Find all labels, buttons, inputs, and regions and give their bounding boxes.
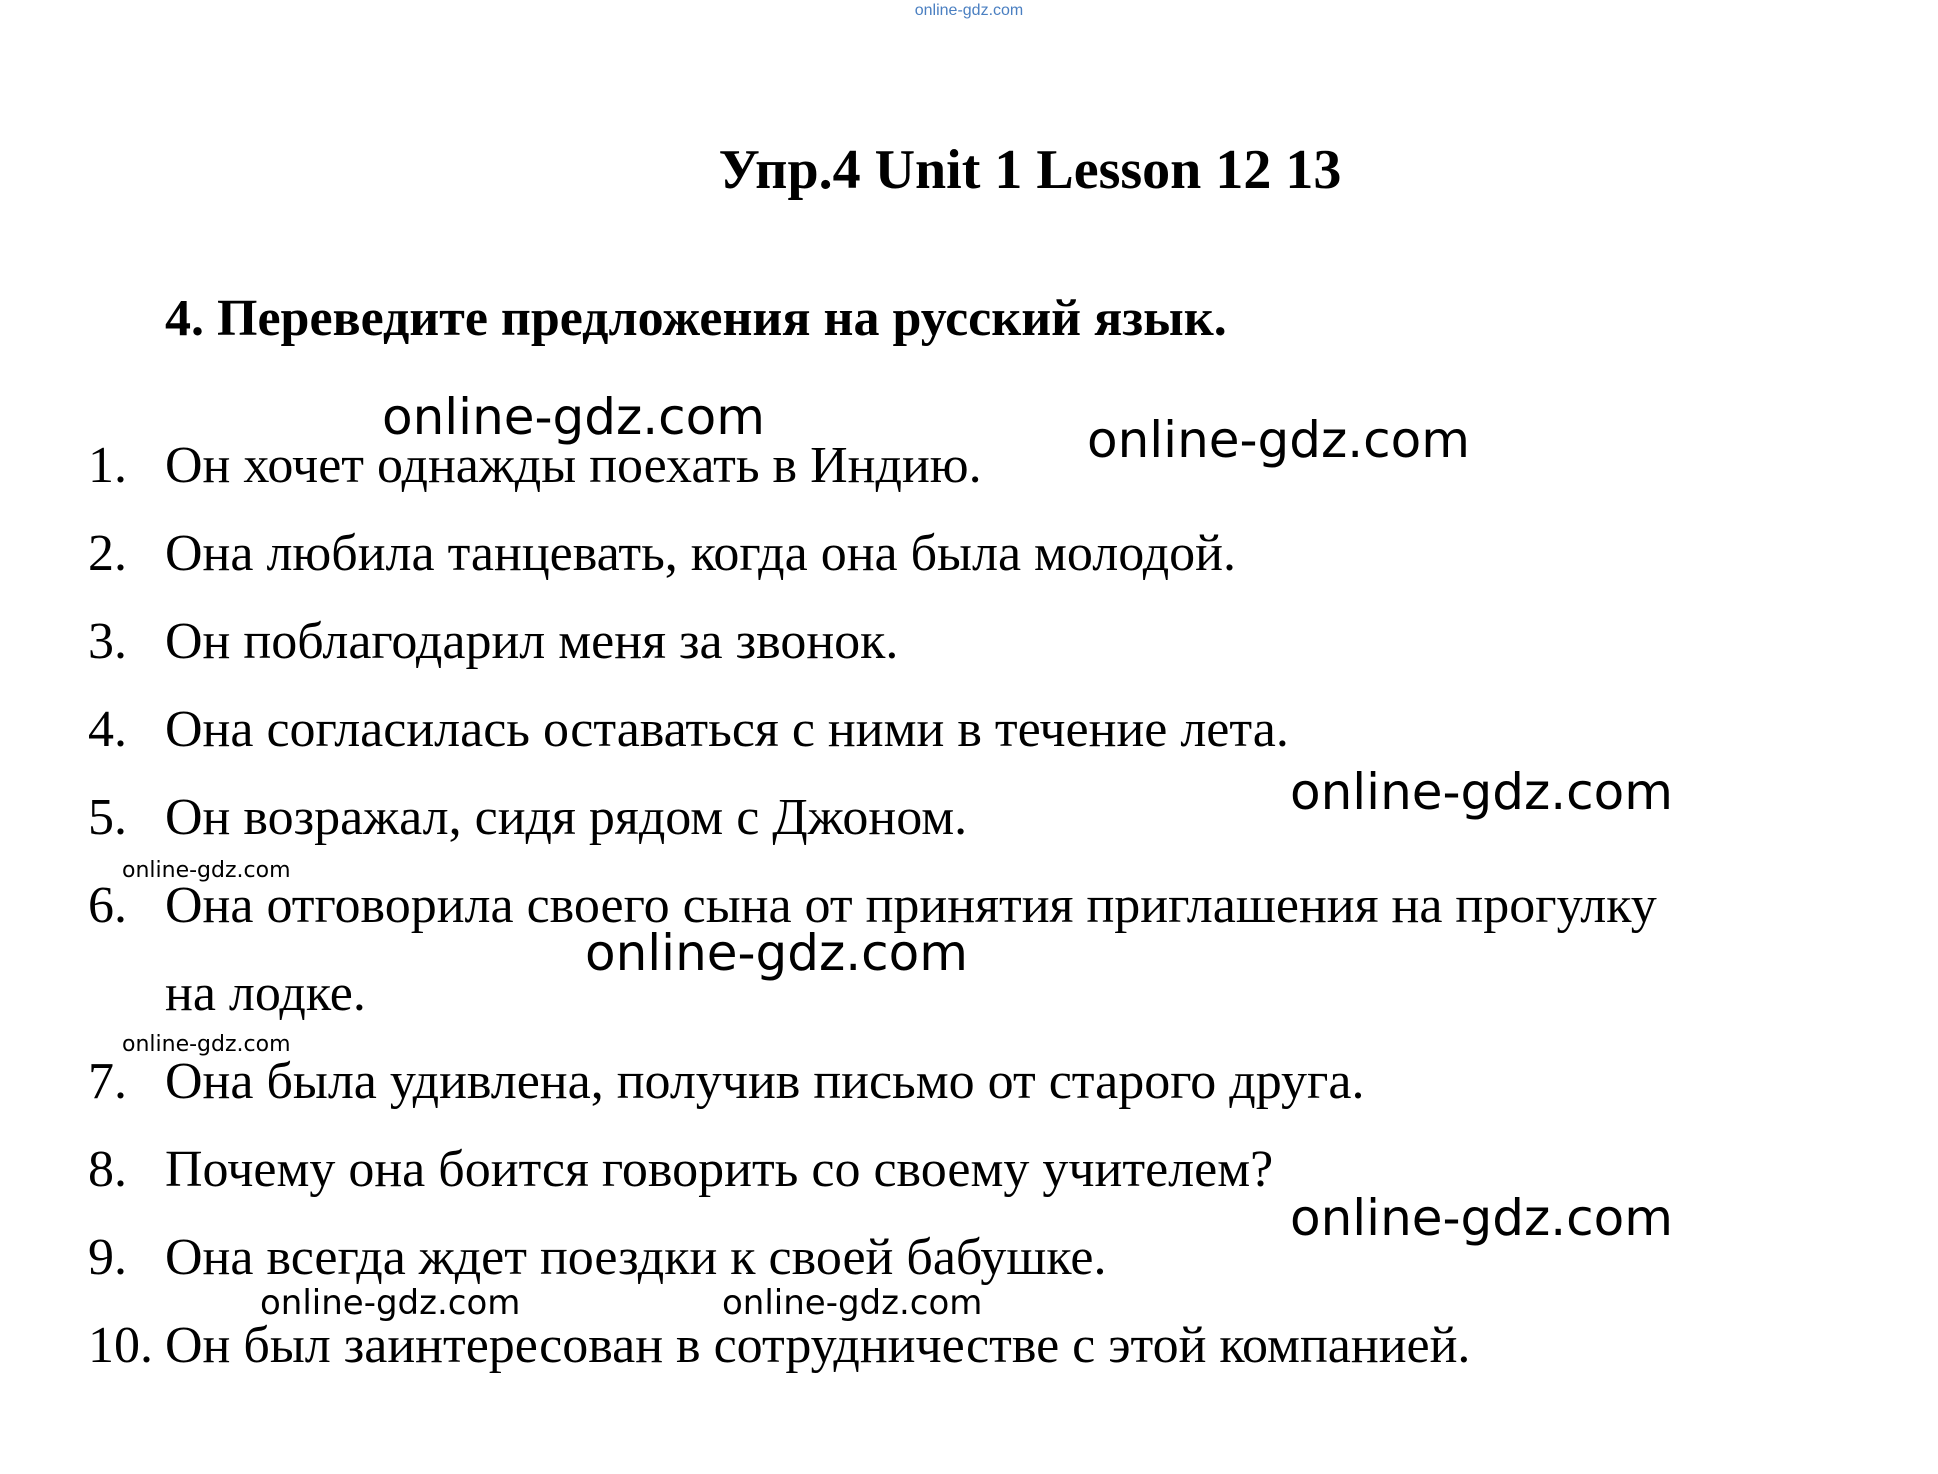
- sentence-number: 10.: [88, 1317, 153, 1374]
- exercise-instruction: 4. Переведите предложения на русский язык.: [165, 290, 1227, 347]
- sentence-text: Она всегда ждет поездки к своей бабушке.: [165, 1229, 1107, 1286]
- sentence-number: 5.: [88, 789, 127, 846]
- sentence-continuation: [88, 950, 366, 1038]
- watermark: online-gdz.com: [122, 858, 291, 883]
- sentence-text-continuation: на лодке.: [165, 965, 366, 1022]
- sentence-text: Он был заинтересован в сотрудничестве с этой компанией.: [165, 1317, 1471, 1374]
- sentence-text: Она отговорила своего сына от принятия приглашения на прогулку: [165, 877, 1657, 934]
- sentence-number: 3.: [88, 613, 127, 670]
- watermark: online-gdz.com: [260, 1283, 521, 1323]
- sentence-number: 6.: [88, 877, 127, 934]
- sentence-item: [88, 598, 898, 686]
- watermark: online-gdz.com: [122, 1032, 291, 1057]
- watermark: online-gdz.com: [722, 1283, 983, 1323]
- sentence-item: [88, 510, 1236, 598]
- sentence-item: [88, 686, 1289, 774]
- sentence-item: [88, 774, 967, 862]
- sentence-number: 1.: [88, 437, 127, 494]
- watermark: online-gdz.com: [382, 388, 765, 446]
- sentence-text: Она любила танцевать, когда она была молодой.: [165, 525, 1236, 582]
- sentence-text: Он поблагодарил меня за звонок.: [165, 613, 899, 670]
- sentence-text: Она согласилась оставаться с ними в течение лета.: [165, 701, 1289, 758]
- sentence-text: Он хочет однажды поехать в Индию.: [165, 437, 982, 494]
- sentence-number: 4.: [88, 701, 127, 758]
- sentence-text: Он возражал, сидя рядом с Джоном.: [165, 789, 968, 846]
- sentence-text: Почему она боится говорить со своему учителем?: [165, 1141, 1274, 1198]
- watermark: online-gdz.com: [1290, 763, 1673, 821]
- top-watermark: online-gdz.com: [914, 2, 1024, 19]
- page-title: Упр.4 Unit 1 Lesson 12 13: [718, 139, 1342, 201]
- sentence-item: [88, 1126, 1273, 1214]
- sentence-number: 7.: [88, 1053, 127, 1110]
- watermark: online-gdz.com: [1290, 1189, 1673, 1247]
- watermark: online-gdz.com: [585, 924, 968, 982]
- watermark: online-gdz.com: [1087, 411, 1470, 469]
- sentence-number: 2.: [88, 525, 127, 582]
- sentence-number: 8.: [88, 1141, 127, 1198]
- sentence-number: 9.: [88, 1229, 127, 1286]
- sentence-text: Она была удивлена, получив письмо от старого друга.: [165, 1053, 1365, 1110]
